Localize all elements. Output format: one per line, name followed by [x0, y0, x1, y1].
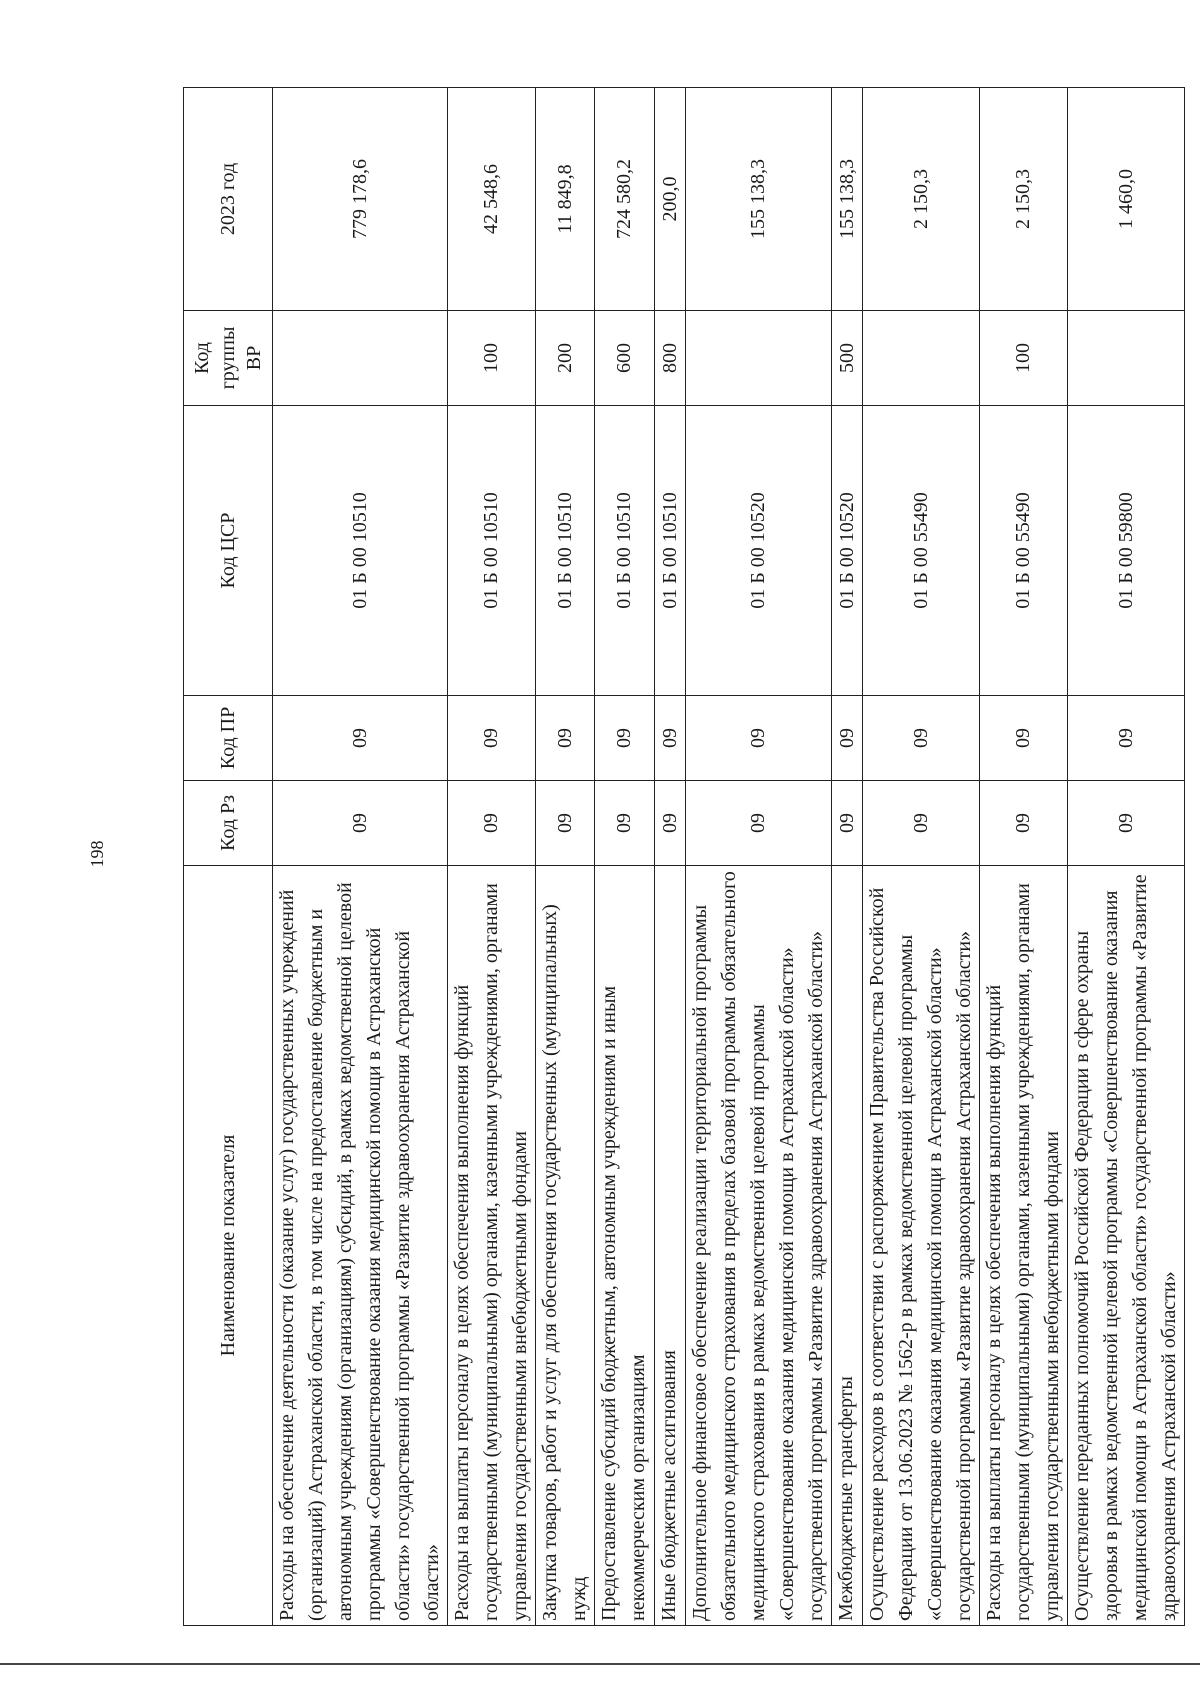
bottom-divider: [0, 1663, 1200, 1665]
header-year: 2023 год: [184, 88, 273, 311]
row-name: Осуществление переданных полномочий Российской Федерации в сфере охраны здоровья в рамках ведомственной целевой программы «Совершенствование оказания медицинской помощи в Астраханской области» государственной программы «Развитие здравоохранения Астраханской области»: [1068, 866, 1185, 1626]
table-row: [448, 88, 536, 1626]
row-rz: 09: [863, 781, 980, 866]
row-vr: 200: [536, 311, 595, 406]
row-csr: 01 Б 00 55490: [863, 406, 980, 696]
row-csr: 01 Б 00 10510: [655, 406, 686, 696]
row-vr: [686, 311, 832, 406]
row-name: Закупка товаров, работ и услуг для обеспечения государственных (муниципальных) нужд: [536, 866, 595, 1626]
row-year: 155 138,3: [686, 88, 832, 311]
row-pr: 09: [655, 696, 686, 781]
table-row: [536, 88, 595, 1626]
row-rz: 09: [980, 781, 1068, 866]
row-rz: 09: [595, 781, 655, 866]
row-name: Расходы на выплаты персоналу в целях обеспечения выполнения функций государственными (муниципальными) органами, казенными учреждениями, органами управления государственными внебюджетными фондами: [448, 866, 536, 1626]
row-name: Иные бюджетные ассигнования: [655, 866, 686, 1626]
row-rz: 09: [536, 781, 595, 866]
row-year: 2 150,3: [863, 88, 980, 311]
row-vr: 100: [980, 311, 1068, 406]
row-csr: 01 Б 00 10520: [686, 406, 832, 696]
row-name: Расходы на обеспечение деятельности (оказание услуг) государственных учреждений (организаций) Астраханской области, в том числе на предоставление бюджетным и автономным учреждениям (организациям) субсидий, в рамках ведомственной целевой программы «Совершенствование оказания медицинской помощи в Астраханской области» государственной программы «Развитие здравоохранения Астраханской области»: [273, 866, 448, 1626]
header-vr: Код группы ВР: [184, 311, 273, 406]
row-rz: 09: [1068, 781, 1185, 866]
header-row: [184, 88, 273, 1626]
row-name: Предоставление субсидий бюджетным, автономным учреждениям и иным некоммерческим организациям: [595, 866, 655, 1626]
header-name: Наименование показателя: [184, 866, 273, 1626]
row-vr: 500: [832, 311, 863, 406]
row-vr: 600: [595, 311, 655, 406]
header-csr: Код ЦСР: [184, 406, 273, 696]
table-row: [832, 88, 863, 1626]
row-vr: 800: [655, 311, 686, 406]
row-rz: 09: [448, 781, 536, 866]
row-year: 42 548,6: [448, 88, 536, 311]
row-name: Дополнительное финансовое обеспечение реализации территориальной программы обязательного медицинского страхования в пределах базовой программы обязательного медицинского страхования в рамках ведомственной целевой программы «Совершенствование оказания медицинской помощи в Астраханской области» государственной программы «Развитие здравоохранения Астраханской области»: [686, 866, 832, 1626]
page-number: 198: [87, 840, 107, 868]
row-name: Межбюджетные трансферты: [832, 866, 863, 1626]
table-row: [595, 88, 655, 1626]
header-pr: Код ПР: [184, 696, 273, 781]
row-pr: 09: [1068, 696, 1185, 781]
rotated-table-container: [183, 88, 1180, 1626]
row-csr: 01 Б 00 10520: [832, 406, 863, 696]
row-rz: 09: [832, 781, 863, 866]
table-row: [1068, 88, 1185, 1626]
row-pr: 09: [686, 696, 832, 781]
row-year: 11 849,8: [536, 88, 595, 311]
row-pr: 09: [595, 696, 655, 781]
table-header: [184, 88, 273, 1626]
row-vr: [863, 311, 980, 406]
header-rz: Код Рз: [184, 781, 273, 866]
row-year: 155 138,3: [832, 88, 863, 311]
row-csr: 01 Б 00 10510: [273, 406, 448, 696]
row-pr: 09: [536, 696, 595, 781]
row-pr: 09: [273, 696, 448, 781]
row-pr: 09: [448, 696, 536, 781]
table-row: [980, 88, 1068, 1626]
row-vr: 100: [448, 311, 536, 406]
row-rz: 09: [686, 781, 832, 866]
budget-table: [183, 87, 1185, 1626]
row-year: 2 150,3: [980, 88, 1068, 311]
table-body: [273, 88, 1185, 1626]
row-year: 200,0: [655, 88, 686, 311]
row-csr: 01 Б 00 10510: [448, 406, 536, 696]
row-name: Осуществление расходов в соответствии с распоряжением Правительства Российской Федерации от 13.06.2023 № 1562-р в рамках ведомственной целевой программы «Совершенствование оказания медицинской помощи в Астраханской области» государственной программы «Развитие здравоохранения Астраханской области»: [863, 866, 980, 1626]
row-pr: 09: [832, 696, 863, 781]
row-csr: 01 Б 00 10510: [595, 406, 655, 696]
table-row: [863, 88, 980, 1626]
table-row: [686, 88, 832, 1626]
row-pr: 09: [863, 696, 980, 781]
row-csr: 01 Б 00 55490: [980, 406, 1068, 696]
row-csr: 01 Б 00 10510: [536, 406, 595, 696]
row-rz: 09: [273, 781, 448, 866]
row-year: 779 178,6: [273, 88, 448, 311]
row-year: 1 460,0: [1068, 88, 1185, 311]
table-row: [273, 88, 448, 1626]
row-vr: [273, 311, 448, 406]
row-rz: 09: [655, 781, 686, 866]
table-row: [655, 88, 686, 1626]
row-pr: 09: [980, 696, 1068, 781]
row-vr: [1068, 311, 1185, 406]
row-csr: 01 Б 00 59800: [1068, 406, 1185, 696]
row-name: Расходы на выплаты персоналу в целях обеспечения выполнения функций государственными (муниципальными) органами, казенными учреждениями, органами управления государственными внебюджетными фондами: [980, 866, 1068, 1626]
row-year: 724 580,2: [595, 88, 655, 311]
